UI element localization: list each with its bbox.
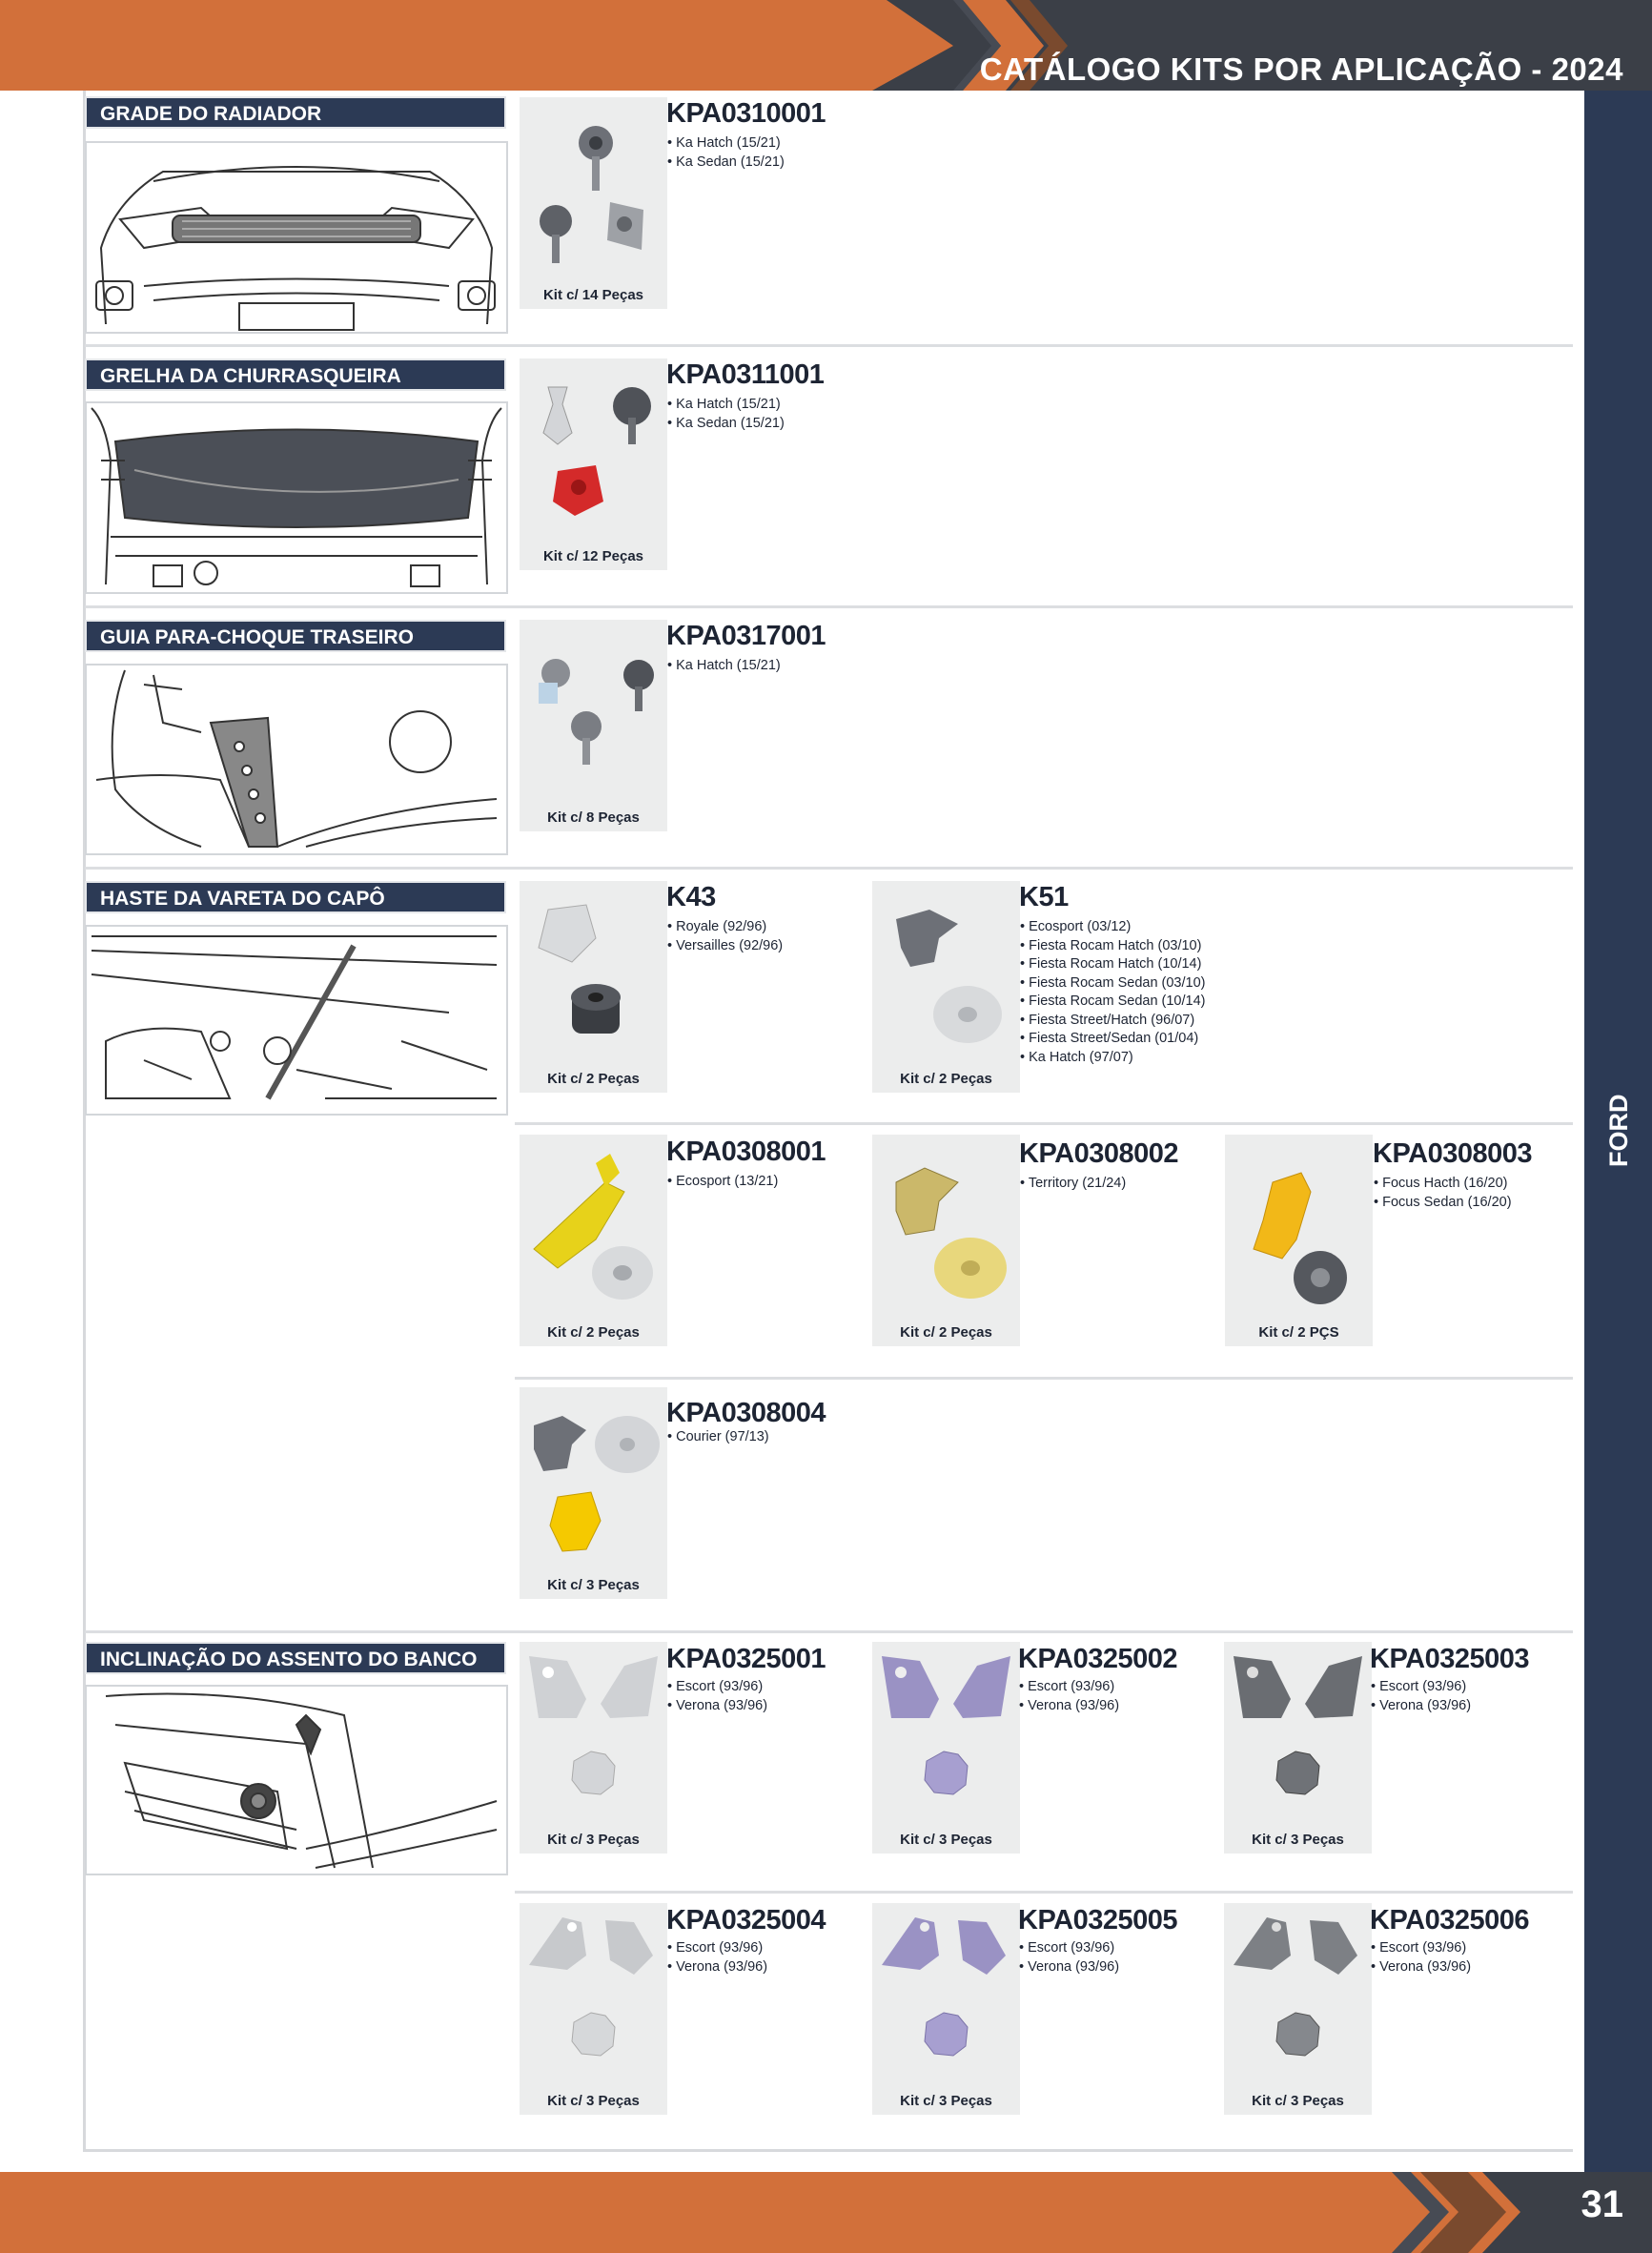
category-illustration: [85, 925, 508, 1116]
category-illustration: [85, 141, 508, 334]
application-item: • Verona (93/96): [1371, 1697, 1471, 1716]
row-separator: [85, 867, 1573, 870]
application-item: • Verona (93/96): [1019, 1697, 1119, 1716]
product-image[interactable]: [1224, 1903, 1372, 2115]
application-list: [1371, 1939, 1471, 1976]
product-image[interactable]: [520, 1387, 667, 1599]
application-item: • Fiesta Rocam Sedan (03/10): [1020, 974, 1205, 993]
kit-quantity: Kit c/ 2 PÇS: [1258, 1324, 1339, 1341]
kit-quantity: Kit c/ 3 Peças: [1252, 2093, 1344, 2109]
category-label: GRELHA DA CHURRASQUEIRA: [85, 358, 506, 391]
product-image[interactable]: [872, 1642, 1020, 1854]
product-image[interactable]: [520, 358, 667, 570]
application-item: • Ka Sedan (15/21): [667, 154, 785, 173]
product-code[interactable]: KPA0308002: [1019, 1138, 1178, 1169]
application-list: [1374, 1175, 1512, 1212]
application-list: [667, 918, 783, 955]
application-item: • Escort (93/96): [1019, 1678, 1119, 1697]
footer-banner: [0, 2172, 1652, 2253]
row-separator: [515, 1891, 1573, 1894]
category-label: HASTE DA VARETA DO CAPÔ: [85, 881, 506, 913]
product-image[interactable]: [1225, 1135, 1373, 1346]
product-image[interactable]: [872, 1135, 1020, 1346]
application-item: • Escort (93/96): [1371, 1939, 1471, 1958]
category-label: GUIA PARA-CHOQUE TRASEIRO: [85, 620, 506, 652]
row-separator: [85, 605, 1573, 608]
product-image[interactable]: [520, 620, 667, 831]
application-item: • Courier (97/13): [667, 1428, 769, 1447]
kit-quantity: Kit c/ 2 Peças: [547, 1324, 640, 1341]
application-item: • Fiesta Rocam Hatch (03/10): [1020, 937, 1205, 956]
application-item: • Focus Hacth (16/20): [1374, 1175, 1512, 1194]
application-list: [1020, 918, 1205, 1067]
product-code[interactable]: KPA0325001: [666, 1644, 826, 1674]
kit-quantity: Kit c/ 3 Peças: [547, 1577, 640, 1593]
product-image[interactable]: [520, 1642, 667, 1854]
application-item: • Escort (93/96): [1371, 1678, 1471, 1697]
category-label: GRADE DO RADIADOR: [85, 96, 506, 129]
application-list: [667, 1428, 769, 1447]
application-item: • Versailles (92/96): [667, 937, 783, 956]
product-code[interactable]: KPA0325003: [1370, 1644, 1529, 1674]
row-separator: [85, 344, 1573, 347]
product-code[interactable]: KPA0308001: [666, 1137, 826, 1167]
product-code[interactable]: KPA0325005: [1018, 1905, 1177, 1936]
category-illustration: [85, 1685, 508, 1875]
frame-bottom: [83, 2149, 1573, 2152]
product-code[interactable]: KPA0310001: [666, 98, 826, 129]
application-item: • Escort (93/96): [667, 1939, 767, 1958]
product-image[interactable]: [520, 881, 667, 1093]
application-list: [667, 396, 785, 433]
application-list: [1020, 1175, 1126, 1194]
product-image[interactable]: [520, 1903, 667, 2115]
application-item: • Ecosport (13/21): [667, 1173, 778, 1192]
application-item: • Verona (93/96): [667, 1697, 767, 1716]
product-code[interactable]: KPA0317001: [666, 621, 826, 651]
page-number: 31: [1581, 2183, 1623, 2225]
application-list: [667, 1173, 778, 1192]
application-item: • Ka Hatch (15/21): [667, 657, 781, 676]
kit-quantity: Kit c/ 2 Peças: [547, 1071, 640, 1087]
application-item: • Fiesta Street/Sedan (01/04): [1020, 1030, 1205, 1049]
catalog-title: CATÁLOGO KITS POR APLICAÇÃO - 2024: [979, 51, 1623, 87]
product-image[interactable]: [872, 1903, 1020, 2115]
category-illustration: [85, 664, 508, 855]
application-item: • Verona (93/96): [667, 1958, 767, 1977]
product-code[interactable]: KPA0325002: [1018, 1644, 1177, 1674]
product-code[interactable]: KPA0325004: [666, 1905, 826, 1936]
kit-quantity: Kit c/ 3 Peças: [900, 2093, 992, 2109]
product-image[interactable]: [520, 97, 667, 309]
application-item: • Ka Sedan (15/21): [667, 415, 785, 434]
application-list: [667, 1678, 767, 1715]
kit-quantity: Kit c/ 2 Peças: [900, 1071, 992, 1087]
product-code[interactable]: KPA0308004: [666, 1398, 826, 1428]
application-item: • Ecosport (03/12): [1020, 918, 1205, 937]
application-list: [1019, 1939, 1119, 1976]
brand-tab: [1601, 1133, 1636, 1167]
kit-quantity: Kit c/ 3 Peças: [547, 1832, 640, 1848]
kit-quantity: Kit c/ 2 Peças: [900, 1324, 992, 1341]
application-item: • Ka Hatch (97/07): [1020, 1049, 1205, 1068]
kit-quantity: Kit c/ 3 Peças: [547, 2093, 640, 2109]
kit-quantity: Kit c/ 8 Peças: [547, 809, 640, 826]
application-item: • Verona (93/96): [1019, 1958, 1119, 1977]
application-item: • Escort (93/96): [1019, 1939, 1119, 1958]
row-separator: [515, 1377, 1573, 1380]
application-item: • Escort (93/96): [667, 1678, 767, 1697]
application-list: [1371, 1678, 1471, 1715]
kit-quantity: Kit c/ 3 Peças: [900, 1832, 992, 1848]
category-label: INCLINAÇÃO DO ASSENTO DO BANCO: [85, 1642, 506, 1674]
row-separator: [85, 1630, 1573, 1633]
application-item: • Fiesta Street/Hatch (96/07): [1020, 1012, 1205, 1031]
application-item: • Territory (21/24): [1020, 1175, 1126, 1194]
product-image[interactable]: [872, 881, 1020, 1093]
product-image[interactable]: [1224, 1642, 1372, 1854]
product-code[interactable]: KPA0325006: [1370, 1905, 1529, 1936]
product-image[interactable]: [520, 1135, 667, 1346]
product-code[interactable]: KPA0311001: [666, 359, 825, 390]
application-item: • Royale (92/96): [667, 918, 783, 937]
kit-quantity: Kit c/ 12 Peças: [542, 548, 644, 564]
application-list: [667, 657, 781, 676]
application-item: • Ka Hatch (15/21): [667, 134, 785, 154]
product-code[interactable]: KPA0308003: [1373, 1138, 1532, 1169]
kit-quantity: Kit c/ 14 Peças: [542, 287, 644, 303]
row-separator: [515, 1122, 1573, 1125]
category-illustration: [85, 401, 508, 594]
kit-quantity: Kit c/ 3 Peças: [1252, 1832, 1344, 1848]
application-item: • Verona (93/96): [1371, 1958, 1471, 1977]
application-item: • Fiesta Rocam Sedan (10/14): [1020, 993, 1205, 1012]
application-item: • Fiesta Rocam Hatch (10/14): [1020, 955, 1205, 974]
application-item: • Focus Sedan (16/20): [1374, 1194, 1512, 1213]
application-list: [1019, 1678, 1119, 1715]
product-code[interactable]: K51: [1019, 882, 1069, 912]
application-list: [667, 1939, 767, 1976]
product-code[interactable]: K43: [666, 882, 716, 912]
application-list: [667, 134, 785, 172]
application-item: • Ka Hatch (15/21): [667, 396, 785, 415]
